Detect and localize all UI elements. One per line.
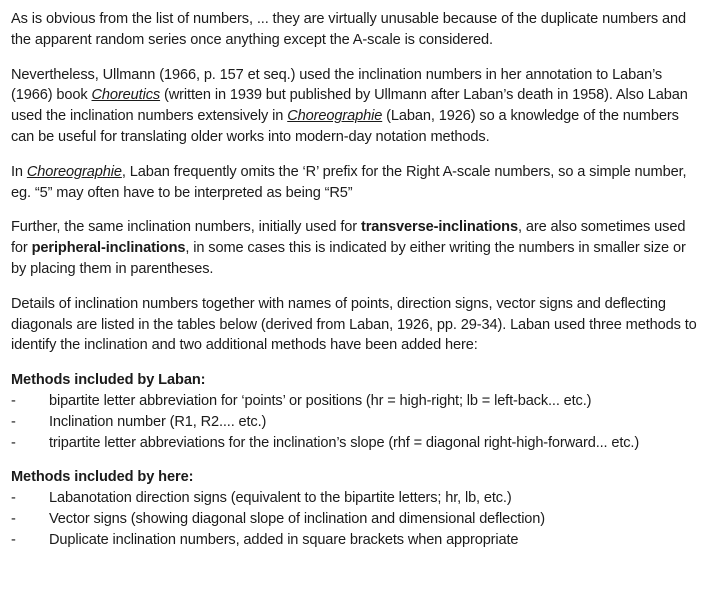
- bullet-dash-marker: -: [11, 490, 16, 507]
- paragraph-r-prefix-text-b: , Laban frequently omits the ‘R’ prefix for the Right A-scale numbers, so a simple number, eg. “5” may often have to be interpreted as being “R5”: [11, 163, 687, 201]
- list-item: [11, 433, 699, 454]
- paragraph-inclination-types-text-c: , in some cases this is indicated by either writing the numbers in smaller size or by placing them in parentheses.: [11, 240, 686, 277]
- paragraph-table-details: Details of inclination numbers together with names of points, direction signs, vector signs and deflecting diagonals are listed in the tables below (derived from Laban, 1926, pp. 29-34). Laban used three methods to identify the inclination and two additional methods have been added here:: [11, 295, 697, 354]
- paragraph-intro: As is obvious from the list of numbers, ... they are virtually unusable because of the duplicate numbers and the apparent random series once anything except the A-scale is considered.: [11, 11, 686, 48]
- keyword-peripheral-inclinations: peripheral-inclinations: [31, 240, 186, 257]
- work-title-choreographie-1: Choreographie: [287, 108, 383, 125]
- methods-laban-heading: Methods included by Laban:: [11, 372, 206, 389]
- methods-laban-list: [11, 391, 699, 453]
- list-item-label: Vector signs (showing diagonal slope of inclination and dimensional deflection): [49, 510, 545, 527]
- bullet-dash-marker: -: [11, 434, 16, 451]
- list-item: [11, 530, 699, 551]
- list-item-label: tripartite letter abbreviations for the inclination’s slope (rhf = diagonal right-high-forward... etc.): [49, 434, 640, 451]
- list-item: [11, 488, 699, 509]
- paragraph-r-prefix-text-a: In: [11, 163, 27, 180]
- list-item-label: Inclination number (R1, R2.... etc.): [49, 413, 267, 430]
- paragraph-ullmann-text-c: (Laban, 1926) so a knowledge of the numbers can be useful for translating older works into modern-day notation methods.: [11, 108, 679, 145]
- list-item: [11, 509, 699, 530]
- methods-section-here: [11, 467, 699, 550]
- work-title-choreutics: Choreutics: [91, 87, 161, 104]
- paragraph-r-prefix: [11, 162, 699, 204]
- bullet-dash-marker: -: [11, 392, 16, 409]
- methods-here-heading: Methods included by here:: [11, 469, 194, 486]
- paragraph-inclination-types-text-a: Further, the same inclination numbers, initially used for: [11, 219, 361, 236]
- keyword-transverse-inclinations: transverse-inclinations: [360, 219, 518, 236]
- paragraph-inclination-types-text-b: , are also sometimes used for: [11, 219, 686, 257]
- list-item: [11, 391, 699, 412]
- paragraph-ullmann-text-a: Nevertheless, Ullmann (1966, p. 157 et seq.) used the inclination numbers in her annotation to Laban’s (1966) book: [11, 66, 663, 104]
- list-item-label: Duplicate inclination numbers, added in square brackets when appropriate: [49, 531, 519, 548]
- methods-section-laban: [11, 370, 699, 453]
- paragraph-inclination-types: [11, 217, 699, 279]
- bullet-dash-marker: -: [11, 531, 16, 548]
- paragraph-ullmann-text-b: (written in 1939 but published by Ullmann after Laban’s death in 1958). Also Laban used the inclination numbers extensively in: [11, 87, 688, 125]
- list-item-label: Labanotation direction signs (equivalent to the bipartite letters; hr, lb, etc.): [49, 490, 512, 507]
- methods-here-list: [11, 488, 699, 550]
- work-title-choreographie-2: Choreographie: [26, 163, 122, 180]
- bullet-dash-marker: -: [11, 510, 16, 527]
- bullet-dash-marker: -: [11, 413, 16, 430]
- list-item-label: bipartite letter abbreviation for ‘points’ or positions (hr = high-right; lb = left-back... etc.): [49, 392, 592, 409]
- paragraph-ullmann: [11, 65, 699, 148]
- list-item: [11, 412, 699, 433]
